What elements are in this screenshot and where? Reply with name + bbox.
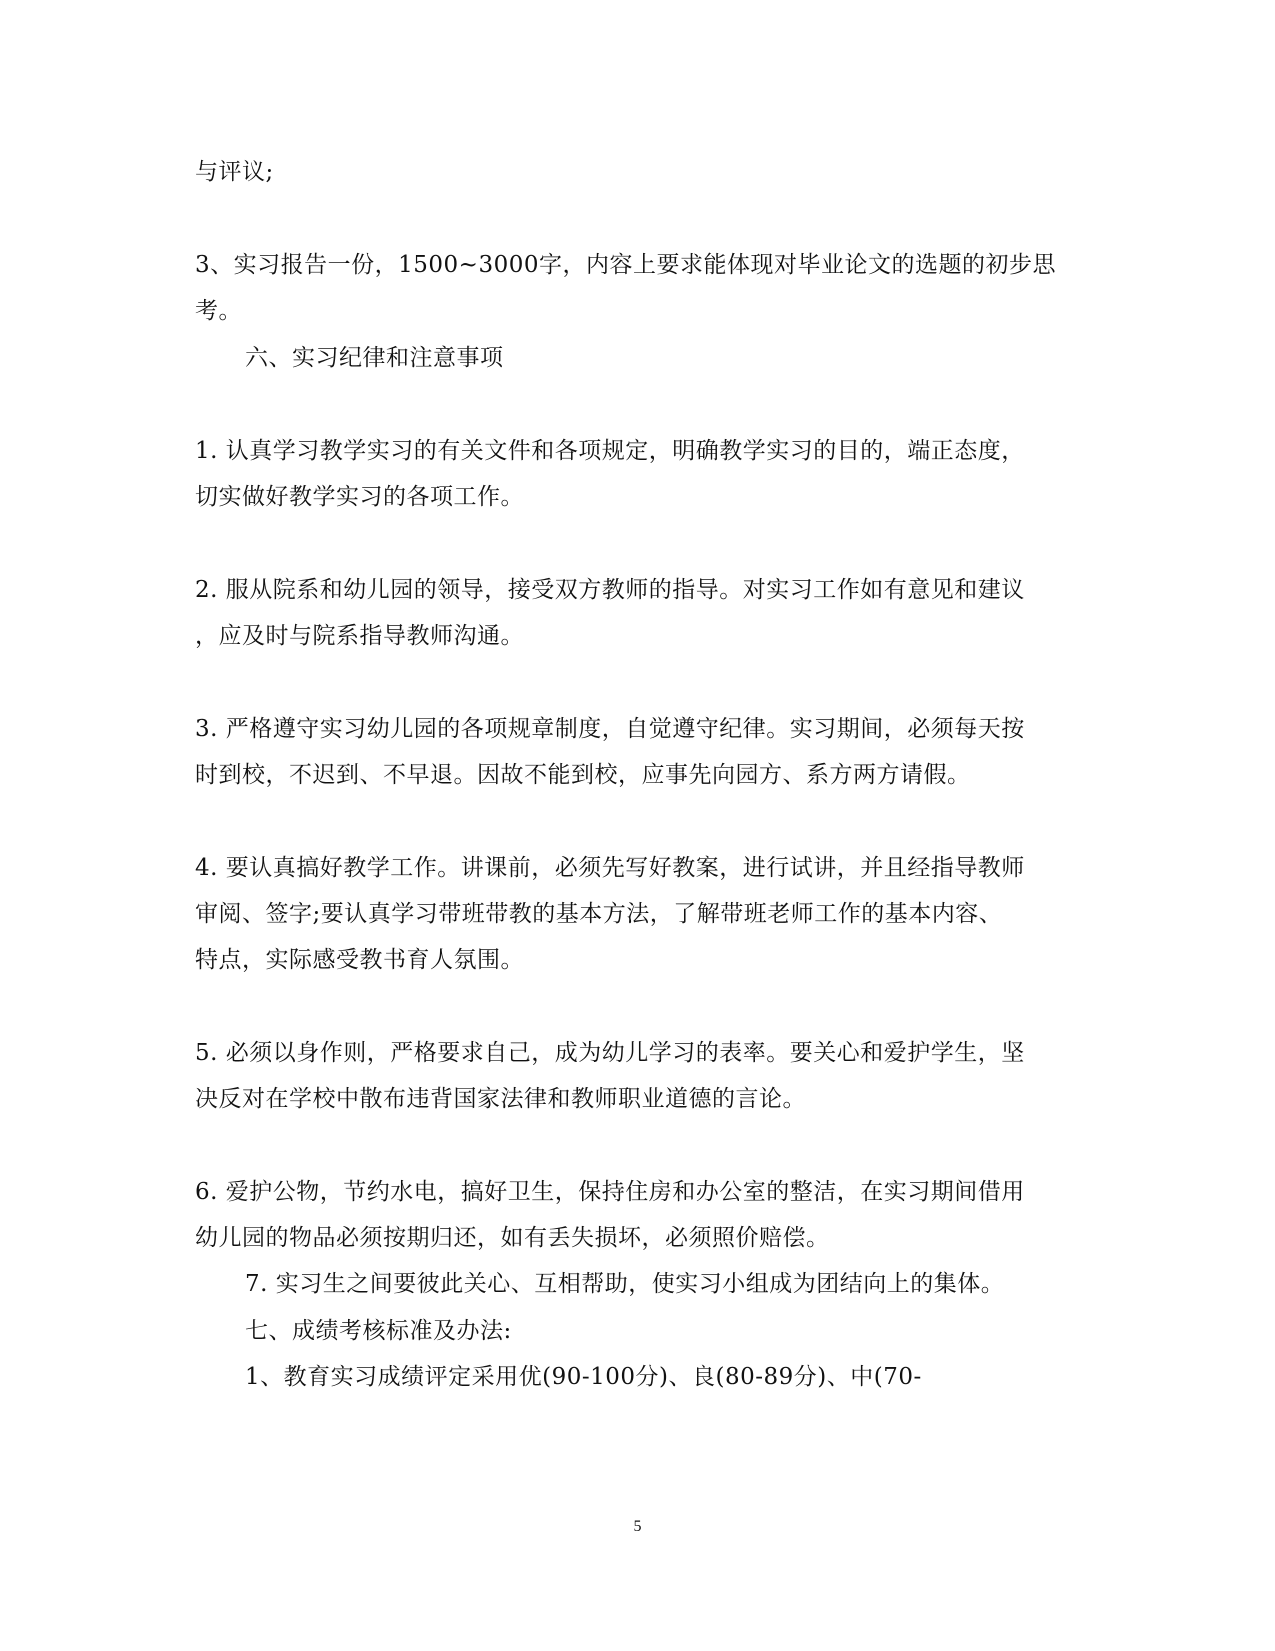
text-line: 时到校，不迟到、不早退。因故不能到校，应事先向园方、系方两方请假。 [195, 762, 971, 788]
text-line: 1. 认真学习教学实习的有关文件和各项规定，明确教学实习的目的，端正态度， [195, 438, 1025, 464]
page-number: 5 [633, 1518, 642, 1535]
text-line: 考。 [195, 298, 242, 324]
section-heading: 七、成绩考核标准及办法: [245, 1318, 512, 1344]
text-line: 6. 爱护公物，节约水电，搞好卫生，保持住房和办公室的整洁，在实习期间借用 [195, 1179, 1025, 1205]
text-line: 3. 严格遵守实习幼儿园的各项规章制度，自觉遵守纪律。实习期间，必须每天按 [195, 716, 1025, 742]
text-line: 审阅、签字;要认真学习带班带教的基本方法，了解带班老师工作的基本内容、 [195, 901, 1003, 927]
text-line: 7. 实习生之间要彼此关心、互相帮助，使实习小组成为团结向上的集体。 [245, 1271, 1005, 1297]
text-line: 切实做好教学实习的各项工作。 [195, 484, 524, 510]
text-line: 4. 要认真搞好教学工作。讲课前，必须先写好教案，进行试讲，并且经指导教师 [195, 855, 1025, 881]
section-heading: 六、实习纪律和注意事项 [245, 345, 504, 371]
text-line: 决反对在学校中散布违背国家法律和教师职业道德的言论。 [195, 1086, 806, 1112]
text-line: 幼儿园的物品必须按期归还，如有丢失损坏，必须照价赔偿。 [195, 1225, 830, 1251]
text-line: 与评议; [195, 159, 274, 185]
text-line: 5. 必须以身作则，严格要求自己，成为幼儿学习的表率。要关心和爱护学生，坚 [195, 1040, 1025, 1066]
text-line: 3、实习报告一份，1500~3000字，内容上要求能体现对毕业论文的选题的初步思 [195, 252, 1056, 278]
text-line: 1、教育实习成绩评定采用优(90-100分)、良(80-89分)、中(70- [245, 1364, 922, 1390]
text-line: ，应及时与院系指导教师沟通。 [195, 623, 524, 649]
text-line: 特点，实际感受教书育人氛围。 [195, 947, 524, 973]
text-line: 2. 服从院系和幼儿园的领导，接受双方教师的指导。对实习工作如有意见和建议 [195, 577, 1025, 603]
